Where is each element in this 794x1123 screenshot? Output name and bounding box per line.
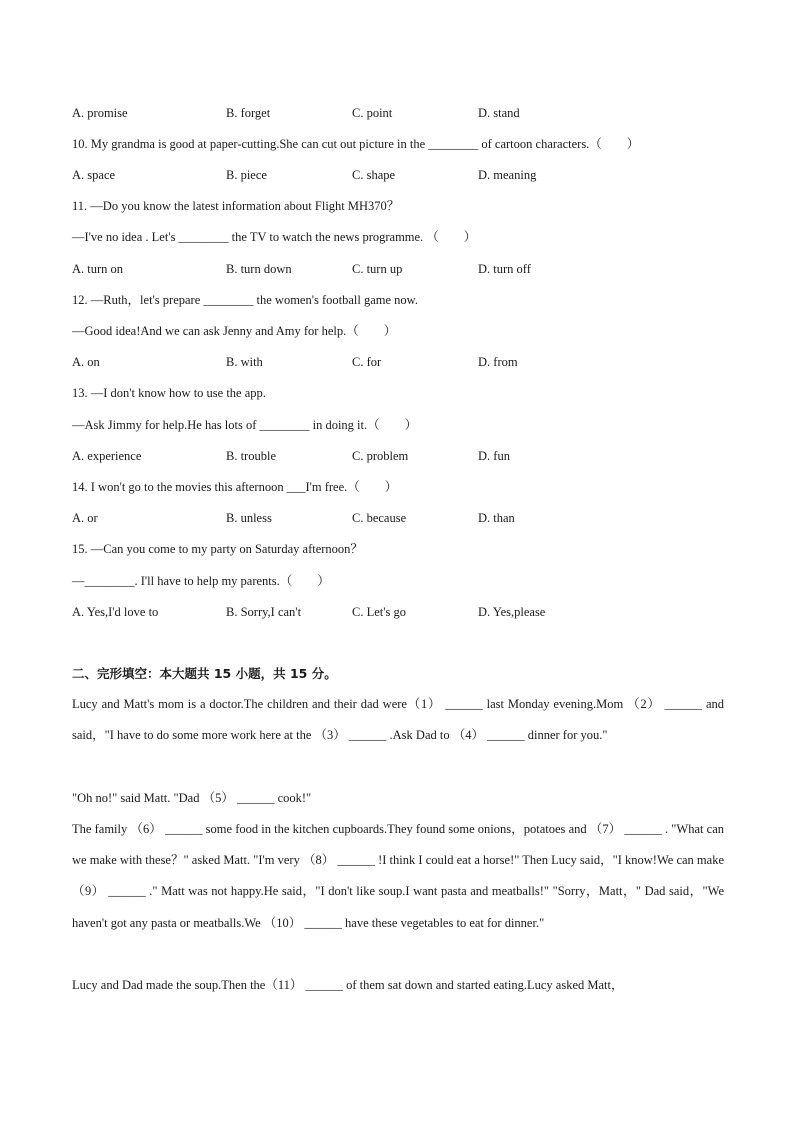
q15-reply: —________. I'll have to help my parents.（ ） — [72, 574, 330, 588]
option-d[interactable]: D. turn off — [478, 262, 531, 276]
q15-options — [72, 604, 732, 620]
q12-stem: 12. —Ruth，let's prepare ________ the women's football game now. — [72, 293, 418, 307]
option-d[interactable]: D. meaning — [478, 168, 537, 182]
cloze-paragraph-1 — [72, 689, 724, 751]
q14-options — [72, 510, 732, 526]
cloze-paragraph-3 — [72, 814, 724, 939]
q13-reply: —Ask Jimmy for help.He has lots of ________ in doing it.（ ） — [72, 418, 418, 432]
option-c[interactable]: C. turn up — [352, 262, 403, 276]
cloze-paragraph-4 — [72, 970, 724, 1001]
option-a[interactable]: A. or — [72, 511, 98, 525]
paragraph-text: Lucy and Matt's mom is a doctor.The children and their dad were（1） ______ last Monday evening.Mom （2） ______ and said，"I have to do some more work here at the （3） ______ .Ask Dad to （4） ______ dinner for you." — [72, 697, 724, 743]
option-c[interactable]: C. shape — [352, 168, 396, 182]
paragraph-text: "Oh no!" said Matt. "Dad （5） ______ cook!" — [72, 791, 312, 805]
option-b[interactable]: B. turn down — [226, 262, 292, 276]
option-c[interactable]: C. point — [352, 106, 393, 120]
q11-reply: —I've no idea . Let's ________ the TV to watch the news programme. （ ） — [72, 230, 477, 244]
option-d[interactable]: D. fun — [478, 449, 510, 463]
option-b[interactable]: B. Sorry,I can't — [226, 605, 302, 619]
option-a[interactable]: A. on — [72, 355, 100, 369]
option-c[interactable]: C. for — [352, 355, 382, 369]
paragraph-text: Lucy and Dad made the soup.Then the（11） ______ of them sat down and started eating.Lucy asked Matt， — [72, 978, 624, 992]
option-b[interactable]: B. unless — [226, 511, 272, 525]
option-a[interactable]: A. promise — [72, 106, 128, 120]
q11-options — [72, 261, 732, 277]
option-c[interactable]: C. problem — [352, 449, 409, 463]
option-a[interactable]: A. experience — [72, 449, 142, 463]
q14-stem: 14. I won't go to the movies this afternoon ___I'm free.（ ） — [72, 480, 398, 494]
q13-stem: 13. —I don't know how to use the app. — [72, 386, 266, 400]
option-a[interactable]: A. turn on — [72, 262, 124, 276]
section-heading: 二、完形填空：本大题共 15 小题，共 15 分。 — [72, 666, 337, 681]
option-a[interactable]: A. space — [72, 168, 116, 182]
option-b[interactable]: B. piece — [226, 168, 267, 182]
option-d[interactable]: D. from — [478, 355, 518, 369]
cloze-paragraph-2 — [72, 783, 724, 814]
q10-options — [72, 167, 732, 183]
option-b[interactable]: B. trouble — [226, 449, 276, 463]
paragraph-text: The family （6） ______ some food in the kitchen cupboards.They found some onions，potatoes and （7） ______ . "What can we make with these？" asked Matt. "I'm very （8） ______ !I think I could eat a horse!" Then Lucy said，"I know!We can make （9） ______ ." Matt was not happy.He said，"I don't like soup.I want pasta and meatballs!" "Sorry，Matt，" Dad said，"We haven't got any pasta or meatballs.We （10） ______ have these vegetables to eat for dinner." — [72, 822, 724, 930]
option-d[interactable]: D. Yes,please — [478, 605, 546, 619]
option-b[interactable]: B. forget — [226, 106, 271, 120]
option-c[interactable]: C. because — [352, 511, 407, 525]
q12-reply: —Good idea!And we can ask Jenny and Amy for help.（ ） — [72, 324, 397, 338]
option-c[interactable]: C. Let's go — [352, 605, 406, 619]
q15-stem: 15. —Can you come to my party on Saturday afternoon？ — [72, 542, 363, 556]
option-d[interactable]: D. stand — [478, 106, 520, 120]
option-a[interactable]: A. Yes,I'd love to — [72, 605, 159, 619]
q10-stem: 10. My grandma is good at paper-cutting.She can cut out picture in the ________ of cartoon characters.（ ） — [72, 137, 640, 151]
option-b[interactable]: B. with — [226, 355, 263, 369]
option-d[interactable]: D. than — [478, 511, 515, 525]
q13-options — [72, 448, 732, 464]
q11-stem: 11. —Do you know the latest information about Flight MH370？ — [72, 199, 400, 213]
q12-options — [72, 354, 732, 370]
q9-options — [72, 105, 732, 121]
